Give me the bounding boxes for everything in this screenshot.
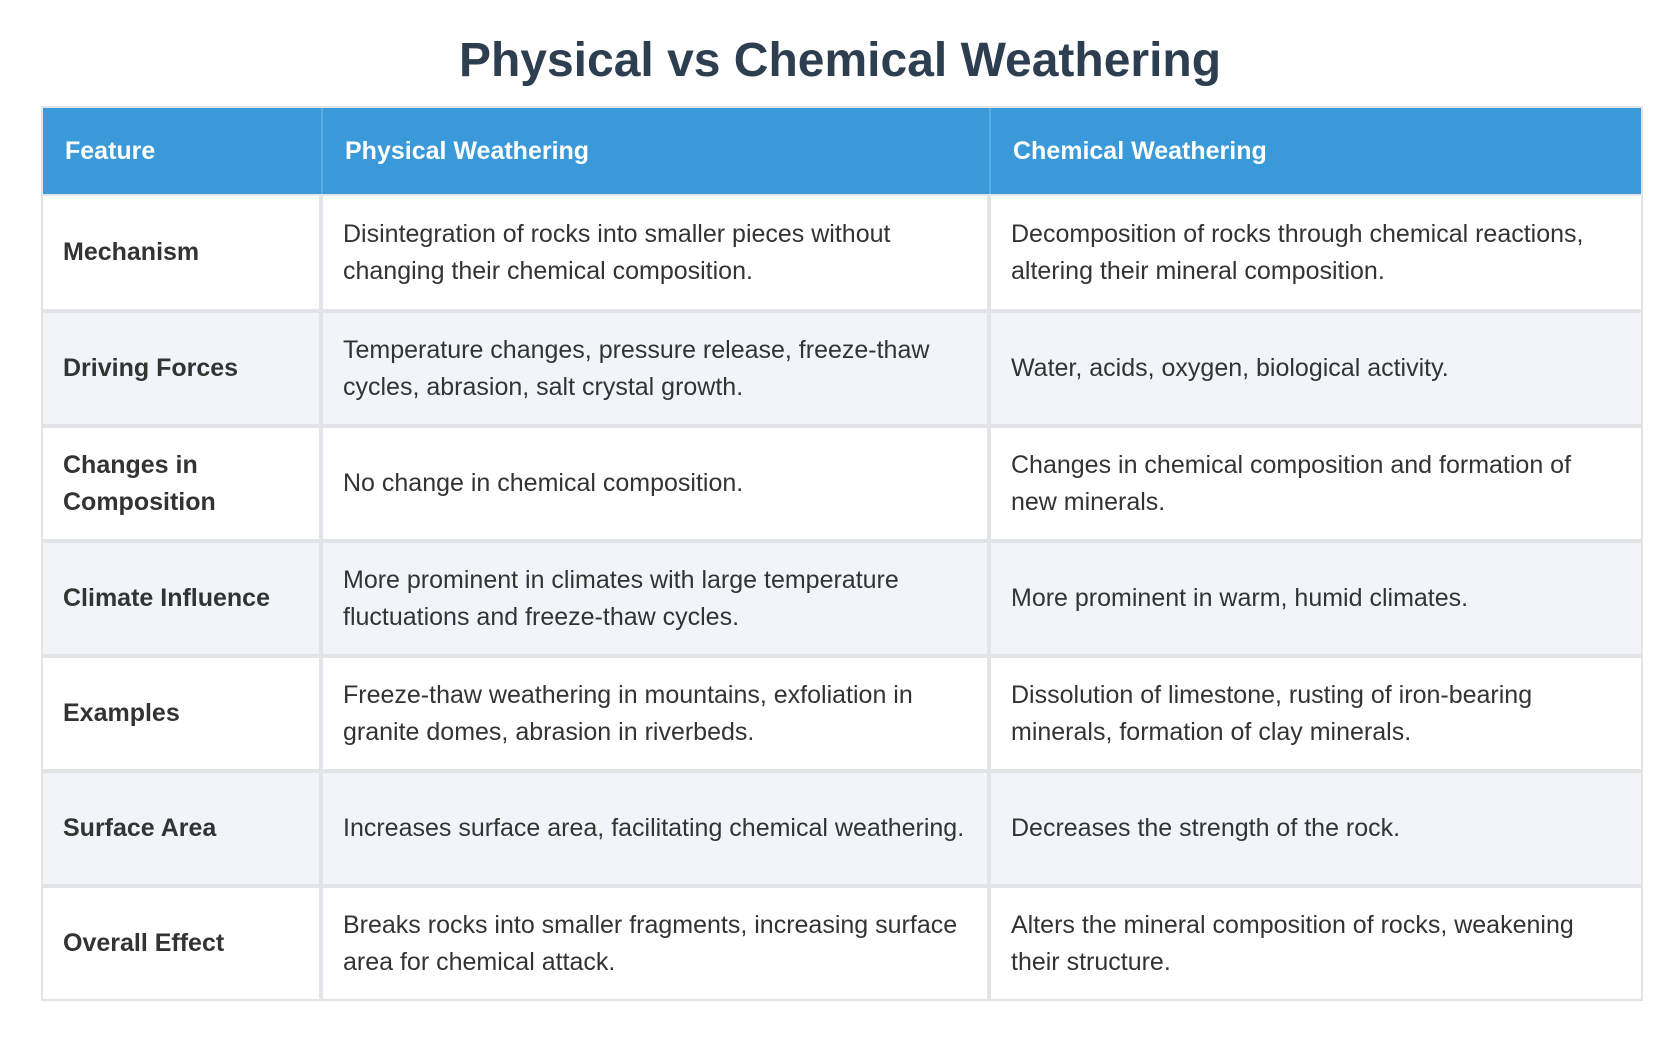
table-row — [43, 309, 1641, 424]
row-feature-cell: Mechanism — [43, 194, 323, 309]
table-row — [43, 194, 1641, 309]
row-chemical-cell: Decreases the strength of the rock. — [991, 769, 1641, 884]
row-physical-cell: Increases surface area, facilitating chemical weathering. — [323, 769, 991, 884]
row-chemical-cell: Water, acids, oxygen, biological activity. — [991, 309, 1641, 424]
row-chemical-cell: Dissolution of limestone, rusting of iron-bearing minerals, formation of clay minerals. — [991, 654, 1641, 769]
row-feature-cell: Driving Forces — [43, 309, 323, 424]
row-chemical-cell: More prominent in warm, humid climates. — [991, 539, 1641, 654]
table-row — [43, 654, 1641, 769]
header-feature: Feature — [43, 108, 323, 194]
header-chemical-weathering: Chemical Weathering — [991, 108, 1641, 194]
table-row — [43, 769, 1641, 884]
page-title: Physical vs Chemical Weathering — [458, 34, 1222, 87]
header-row — [43, 108, 1641, 194]
row-chemical-cell: Alters the mineral composition of rocks, weakening their structure. — [991, 884, 1641, 999]
row-feature-cell: Climate Influence — [43, 539, 323, 654]
row-feature-cell: Changes in Composition — [43, 424, 323, 539]
row-physical-cell: Temperature changes, pressure release, freeze-thaw cycles, abrasion, salt crystal growth. — [323, 309, 991, 424]
row-physical-cell: Disintegration of rocks into smaller pieces without changing their chemical composition. — [323, 194, 991, 309]
header-physical-weathering: Physical Weathering — [323, 108, 991, 194]
row-chemical-cell: Changes in chemical composition and formation of new minerals. — [991, 424, 1641, 539]
table-row — [43, 424, 1641, 539]
row-chemical-cell: Decomposition of rocks through chemical reactions, altering their mineral composition. — [991, 194, 1641, 309]
row-physical-cell: Breaks rocks into smaller fragments, increasing surface area for chemical attack. — [323, 884, 991, 999]
row-feature-cell: Overall Effect — [43, 884, 323, 999]
table-row — [43, 884, 1641, 999]
table-row — [43, 539, 1641, 654]
table-body — [43, 194, 1641, 999]
row-physical-cell: Freeze-thaw weathering in mountains, exfoliation in granite domes, abrasion in riverbeds. — [323, 654, 991, 769]
comparison-table — [41, 106, 1643, 1001]
row-feature-cell: Examples — [43, 654, 323, 769]
row-physical-cell: No change in chemical composition. — [323, 424, 991, 539]
table-header — [43, 108, 1641, 194]
row-physical-cell: More prominent in climates with large temperature fluctuations and freeze-thaw cycles. — [323, 539, 991, 654]
row-feature-cell: Surface Area — [43, 769, 323, 884]
